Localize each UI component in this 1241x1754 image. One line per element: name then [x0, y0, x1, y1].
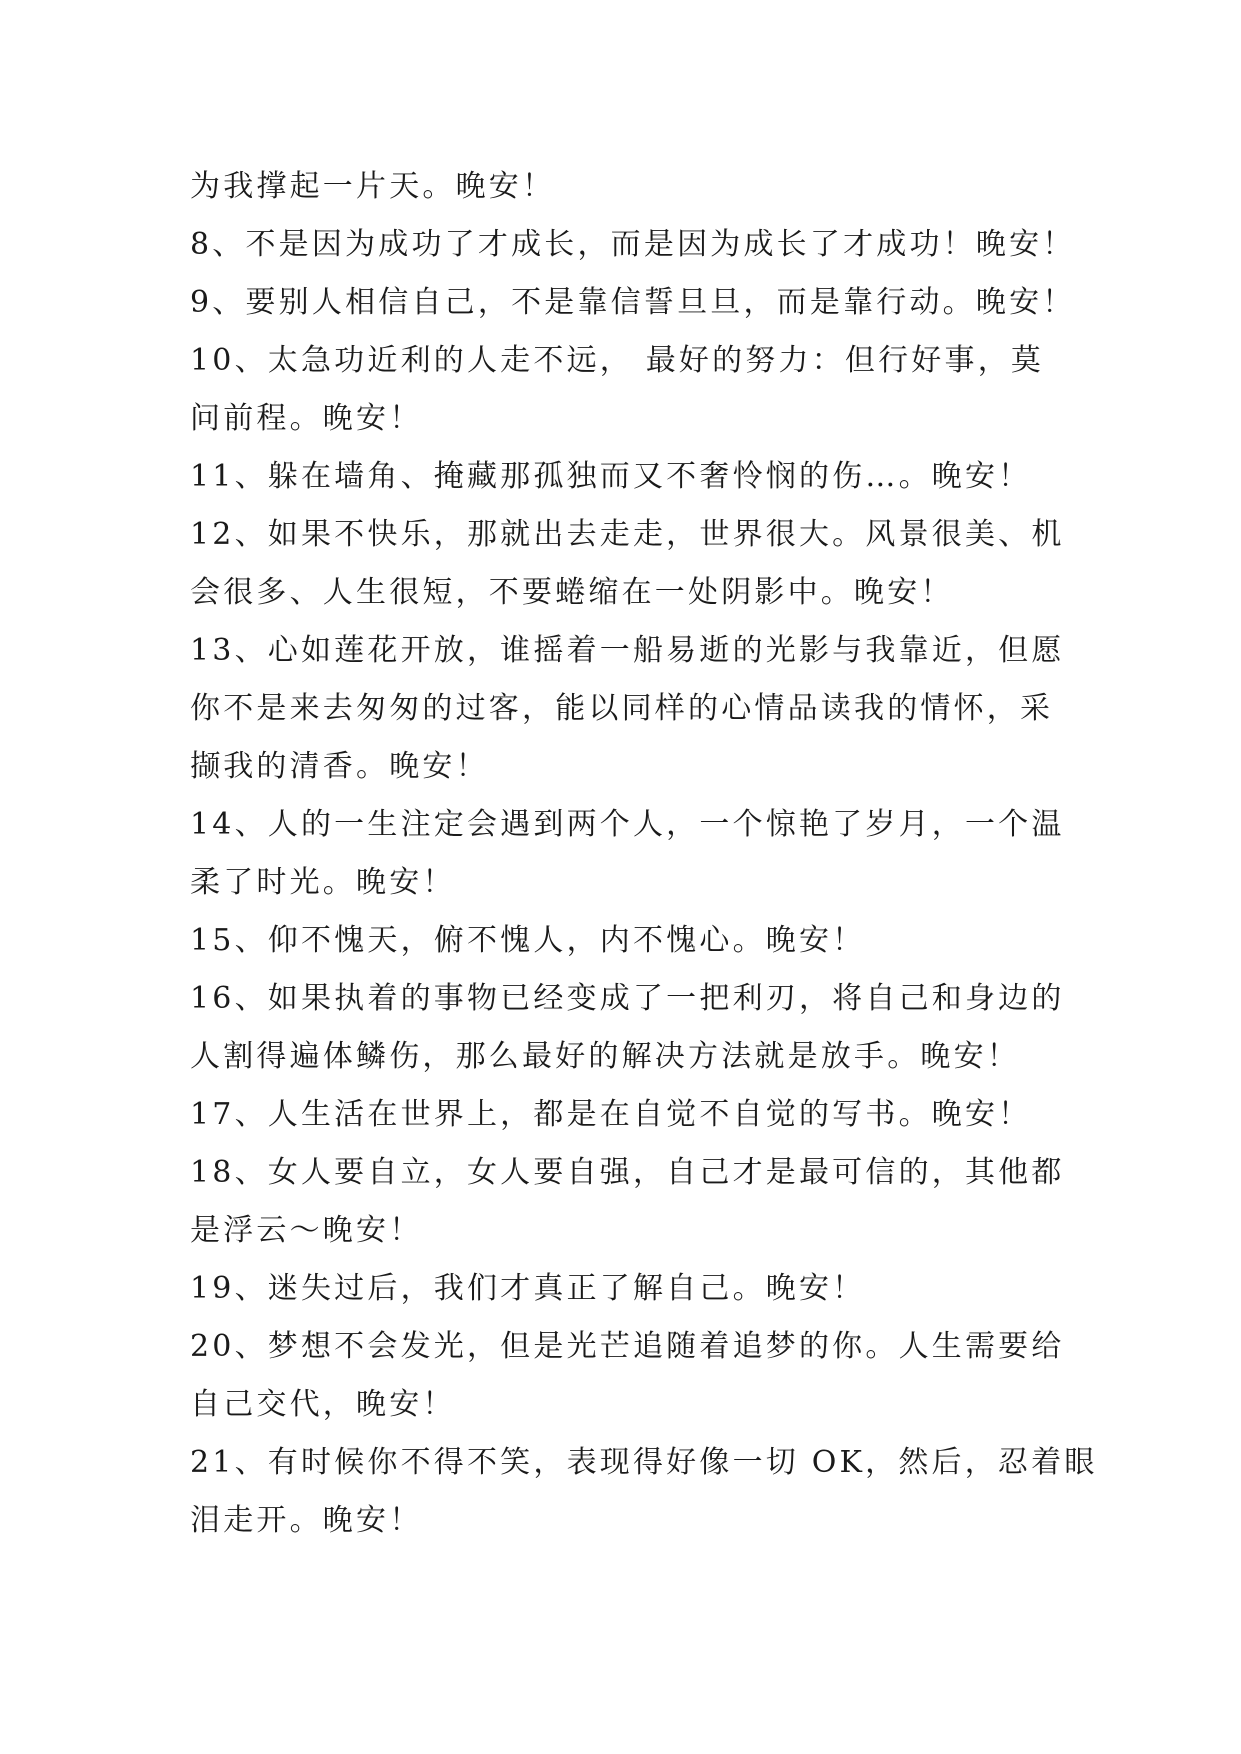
text-line: 19、迷失过后，我们才真正了解自己。晚安！	[190, 1271, 866, 1306]
text-line: 16、如果执着的事物已经变成了一把利刃，将自己和身边的	[190, 981, 1065, 1016]
text-line: 13、心如莲花开放，谁摇着一船易逝的光影与我靠近，但愿	[190, 633, 1065, 668]
text-line: 人割得遍体鳞伤，那么最好的解决方法就是放手。晚安！	[190, 1039, 1020, 1074]
text-line: 20、梦想不会发光，但是光芒追随着追梦的你。人生需要给	[190, 1329, 1065, 1364]
text-line: 是浮云～晚安！	[190, 1213, 423, 1248]
text-line: 12、如果不快乐，那就出去走走，世界很大。风景很美、机	[190, 517, 1065, 552]
text-line: 9、要别人相信自己，不是靠信誓旦旦，而是靠行动。晚安！	[190, 285, 1076, 320]
document-body	[190, 158, 1098, 1550]
text-line: 自己交代，晚安！	[190, 1387, 456, 1422]
text-line: 问前程。晚安！	[190, 401, 423, 436]
text-line: 会很多、人生很短，不要蜷缩在一处阴影中。晚安！	[190, 575, 954, 610]
text-line: 21、有时候你不得不笑，表现得好像一切 OK，然后，忍着眼	[190, 1445, 1098, 1480]
text-line: 14、人的一生注定会遇到两个人，一个惊艳了岁月，一个温	[190, 807, 1065, 842]
text-line: 柔了时光。晚安！	[190, 865, 456, 900]
text-line: 17、人生活在世界上，都是在自觉不自觉的写书。晚安！	[190, 1097, 1032, 1132]
text-line: 11、躲在墙角、掩藏那孤独而又不奢怜悯的伤…。晚安！	[190, 459, 1032, 494]
text-line: 为我撑起一片天。晚安！	[190, 169, 556, 204]
text-line: 18、女人要自立，女人要自强，自己才是最可信的，其他都	[190, 1155, 1065, 1190]
text-line: 你不是来去匆匆的过客，能以同样的心情品读我的情怀，采	[190, 691, 1054, 726]
text-line: 10、太急功近利的人走不远， 最好的努力：但行好事，莫	[190, 343, 1045, 378]
text-line: 泪走开。晚安！	[190, 1503, 423, 1538]
text-line: 撷我的清香。晚安！	[190, 749, 489, 784]
text-line: 8、不是因为成功了才成长，而是因为成长了才成功！晚安！	[190, 227, 1076, 262]
text-line: 15、仰不愧天，俯不愧人，内不愧心。晚安！	[190, 923, 866, 958]
